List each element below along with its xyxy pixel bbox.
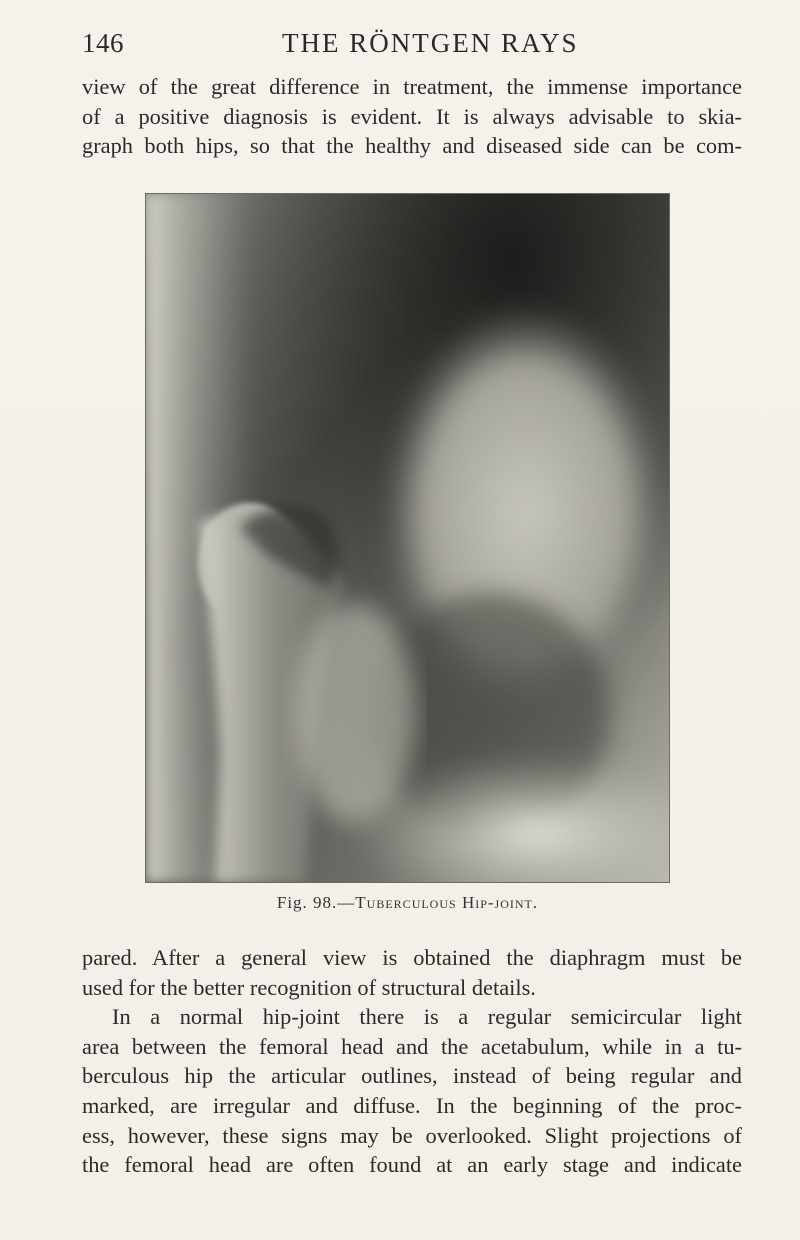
figure-caption	[145, 893, 670, 913]
text-line: berculous hip the articular outlines, instead of being regular and	[82, 1063, 742, 1089]
text-line: used for the better recognition of structural details.	[82, 974, 536, 1000]
text-line: of a positive diagnosis is evident. It is always advisable to skia-	[82, 103, 742, 129]
text-line: ess, however, these signs may be overlooked. Slight projections of	[82, 1122, 742, 1148]
text-line: graph both hips, so that the healthy and diseased side can be com-	[82, 133, 742, 159]
paragraph-1	[82, 72, 742, 161]
text-line: area between the femoral head and the acetabulum, while in a tu-	[82, 1033, 742, 1059]
caption-title: Tuberculous Hip-joint.	[355, 893, 539, 912]
text-line	[82, 1002, 742, 1032]
text-line: marked, are irregular and diffuse. In the beginning of the proc-	[82, 1092, 742, 1118]
running-title: THE RÖNTGEN RAYS	[282, 28, 579, 58]
text-line: pared. After a general view is obtained the diaphragm must be	[82, 945, 742, 970]
text-line-content: In a normal hip-joint there is a regular semicircular light	[112, 1004, 742, 1030]
caption-prefix: Fig. 98.—	[276, 893, 356, 912]
paragraph-2	[82, 943, 742, 1180]
xray-figure	[145, 193, 670, 883]
page-number: 146	[82, 28, 124, 58]
running-head	[82, 28, 732, 64]
text-line: the femoral head are often found at an early stage and indicate	[82, 1152, 742, 1178]
xray-image	[145, 193, 670, 883]
text-line: view of the great difference in treatment, the immense importance	[82, 74, 742, 99]
